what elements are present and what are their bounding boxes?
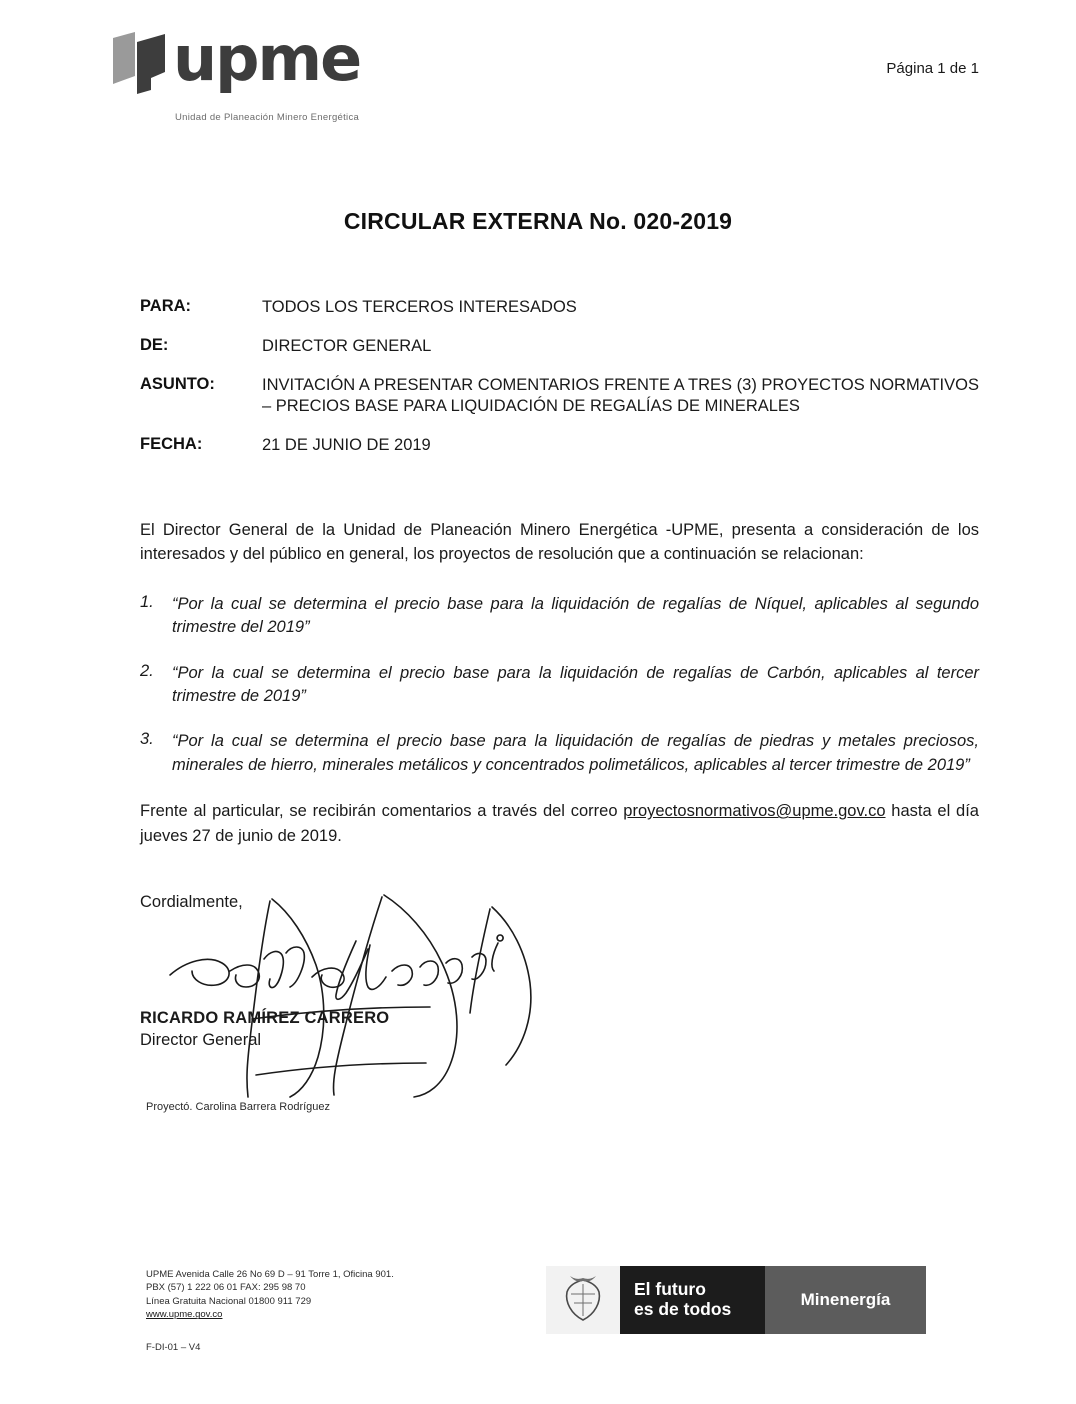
ministry-label: Minenergía bbox=[765, 1266, 926, 1334]
meta-label-fecha: FECHA: bbox=[140, 435, 203, 454]
list-item bbox=[140, 730, 979, 777]
meta-value-de: DIRECTOR GENERAL bbox=[262, 336, 432, 355]
signoff-text: Cordialmente, bbox=[140, 892, 243, 911]
contact-email-link[interactable]: proyectosnormativos@upme.gov.co bbox=[623, 802, 886, 821]
footer-address-line2: PBX (57) 1 222 06 01 FAX: 295 98 70 bbox=[146, 1282, 306, 1294]
meta-label-asunto: ASUNTO: bbox=[140, 374, 215, 393]
list-item-text: “Por la cual se determina el precio base para la liquidación de regalías de Carbón, aplicables al tercer trimestre de 2019” bbox=[172, 663, 979, 705]
footer-website-link[interactable]: www.upme.gov.co bbox=[146, 1309, 223, 1321]
page-number: Página 1 de 1 bbox=[886, 60, 979, 77]
meta-row-fecha bbox=[140, 435, 979, 457]
list-item-number: 2. bbox=[140, 661, 154, 680]
signature-block bbox=[140, 893, 1076, 1143]
footer-address-line3: Línea Gratuita Nacional 01800 911 729 bbox=[146, 1295, 312, 1307]
prepared-by-note: Proyectó. Carolina Barrera Rodríguez bbox=[146, 1100, 331, 1113]
intro-paragraph: El Director General de la Unidad de Planeación Minero Energética -UPME, presenta a consideración de los interesados y del público en general, los proyectos de resolución que a continuación se relacionan: bbox=[140, 520, 979, 563]
closing-text-pre: Frente al particular, se recibirán comentarios a través del correo bbox=[140, 802, 624, 821]
meta-label-de: DE: bbox=[140, 335, 169, 354]
upme-logo-mark-icon bbox=[113, 32, 165, 94]
footer-address bbox=[146, 1268, 394, 1322]
meta-row-de bbox=[140, 336, 979, 358]
document-body bbox=[140, 519, 979, 849]
list-item-text: “Por la cual se determina el precio base para la liquidación de regalías de piedras y metales preciosos, minerales de hierro, minerales metálicos y concentrados polimetálicos, aplicables al tercer trimestre de 2019” bbox=[172, 732, 979, 774]
footer-address-line1: UPME Avenida Calle 26 No 69 D – 91 Torre 1, Oficina 901. bbox=[146, 1269, 394, 1280]
meta-value-para: TODOS LOS TERCEROS INTERESADOS bbox=[262, 298, 577, 316]
closing-paragraph bbox=[140, 799, 979, 849]
list-item-number: 1. bbox=[140, 592, 154, 611]
meta-fields bbox=[140, 297, 979, 457]
projects-list bbox=[140, 593, 979, 778]
meta-row-asunto bbox=[140, 375, 979, 419]
gov-slogan-line1: El futuro bbox=[634, 1279, 706, 1300]
coat-of-arms-icon bbox=[563, 1276, 603, 1324]
government-brand-bar bbox=[546, 1266, 926, 1334]
upme-tagline: Unidad de Planeación Minero Energética bbox=[175, 112, 360, 123]
list-item-number: 3. bbox=[140, 730, 154, 749]
signer-role: Director General bbox=[140, 1030, 262, 1049]
footer-form-code: F-DI-01 – V4 bbox=[146, 1342, 201, 1353]
closing-text-post: hasta el día jueves 27 de junio de 2019. bbox=[140, 802, 979, 845]
meta-value-fecha: 21 DE JUNIO DE 2019 bbox=[262, 436, 431, 455]
colombia-shield-icon bbox=[546, 1266, 620, 1334]
list-item bbox=[140, 662, 979, 709]
document-header bbox=[0, 0, 1076, 140]
page-title: CIRCULAR EXTERNA No. 020-2019 bbox=[343, 208, 733, 234]
meta-row-para bbox=[140, 297, 979, 319]
meta-value-asunto: INVITACIÓN A PRESENTAR COMENTARIOS FRENTE A TRES (3) PROYECTOS NORMATIVOS – PRECIOS BASE PARA LIQUIDACIÓN DE REGALÍAS DE MINERALES bbox=[262, 375, 979, 416]
list-item-text: “Por la cual se determina el precio base para la liquidación de regalías de Níquel, aplicables al segundo trimestre del 2019” bbox=[172, 594, 979, 637]
meta-label-para: PARA: bbox=[140, 297, 192, 315]
gov-slogan bbox=[620, 1266, 765, 1334]
upme-wordmark: upme bbox=[173, 22, 361, 95]
document-footer bbox=[0, 1266, 1076, 1386]
gov-slogan-line2: es de todos bbox=[634, 1299, 732, 1319]
signer-name: RICARDO RAMÍREZ CARRERO bbox=[140, 1008, 390, 1027]
list-item bbox=[140, 593, 979, 640]
handwritten-signature-icon bbox=[130, 879, 610, 1109]
